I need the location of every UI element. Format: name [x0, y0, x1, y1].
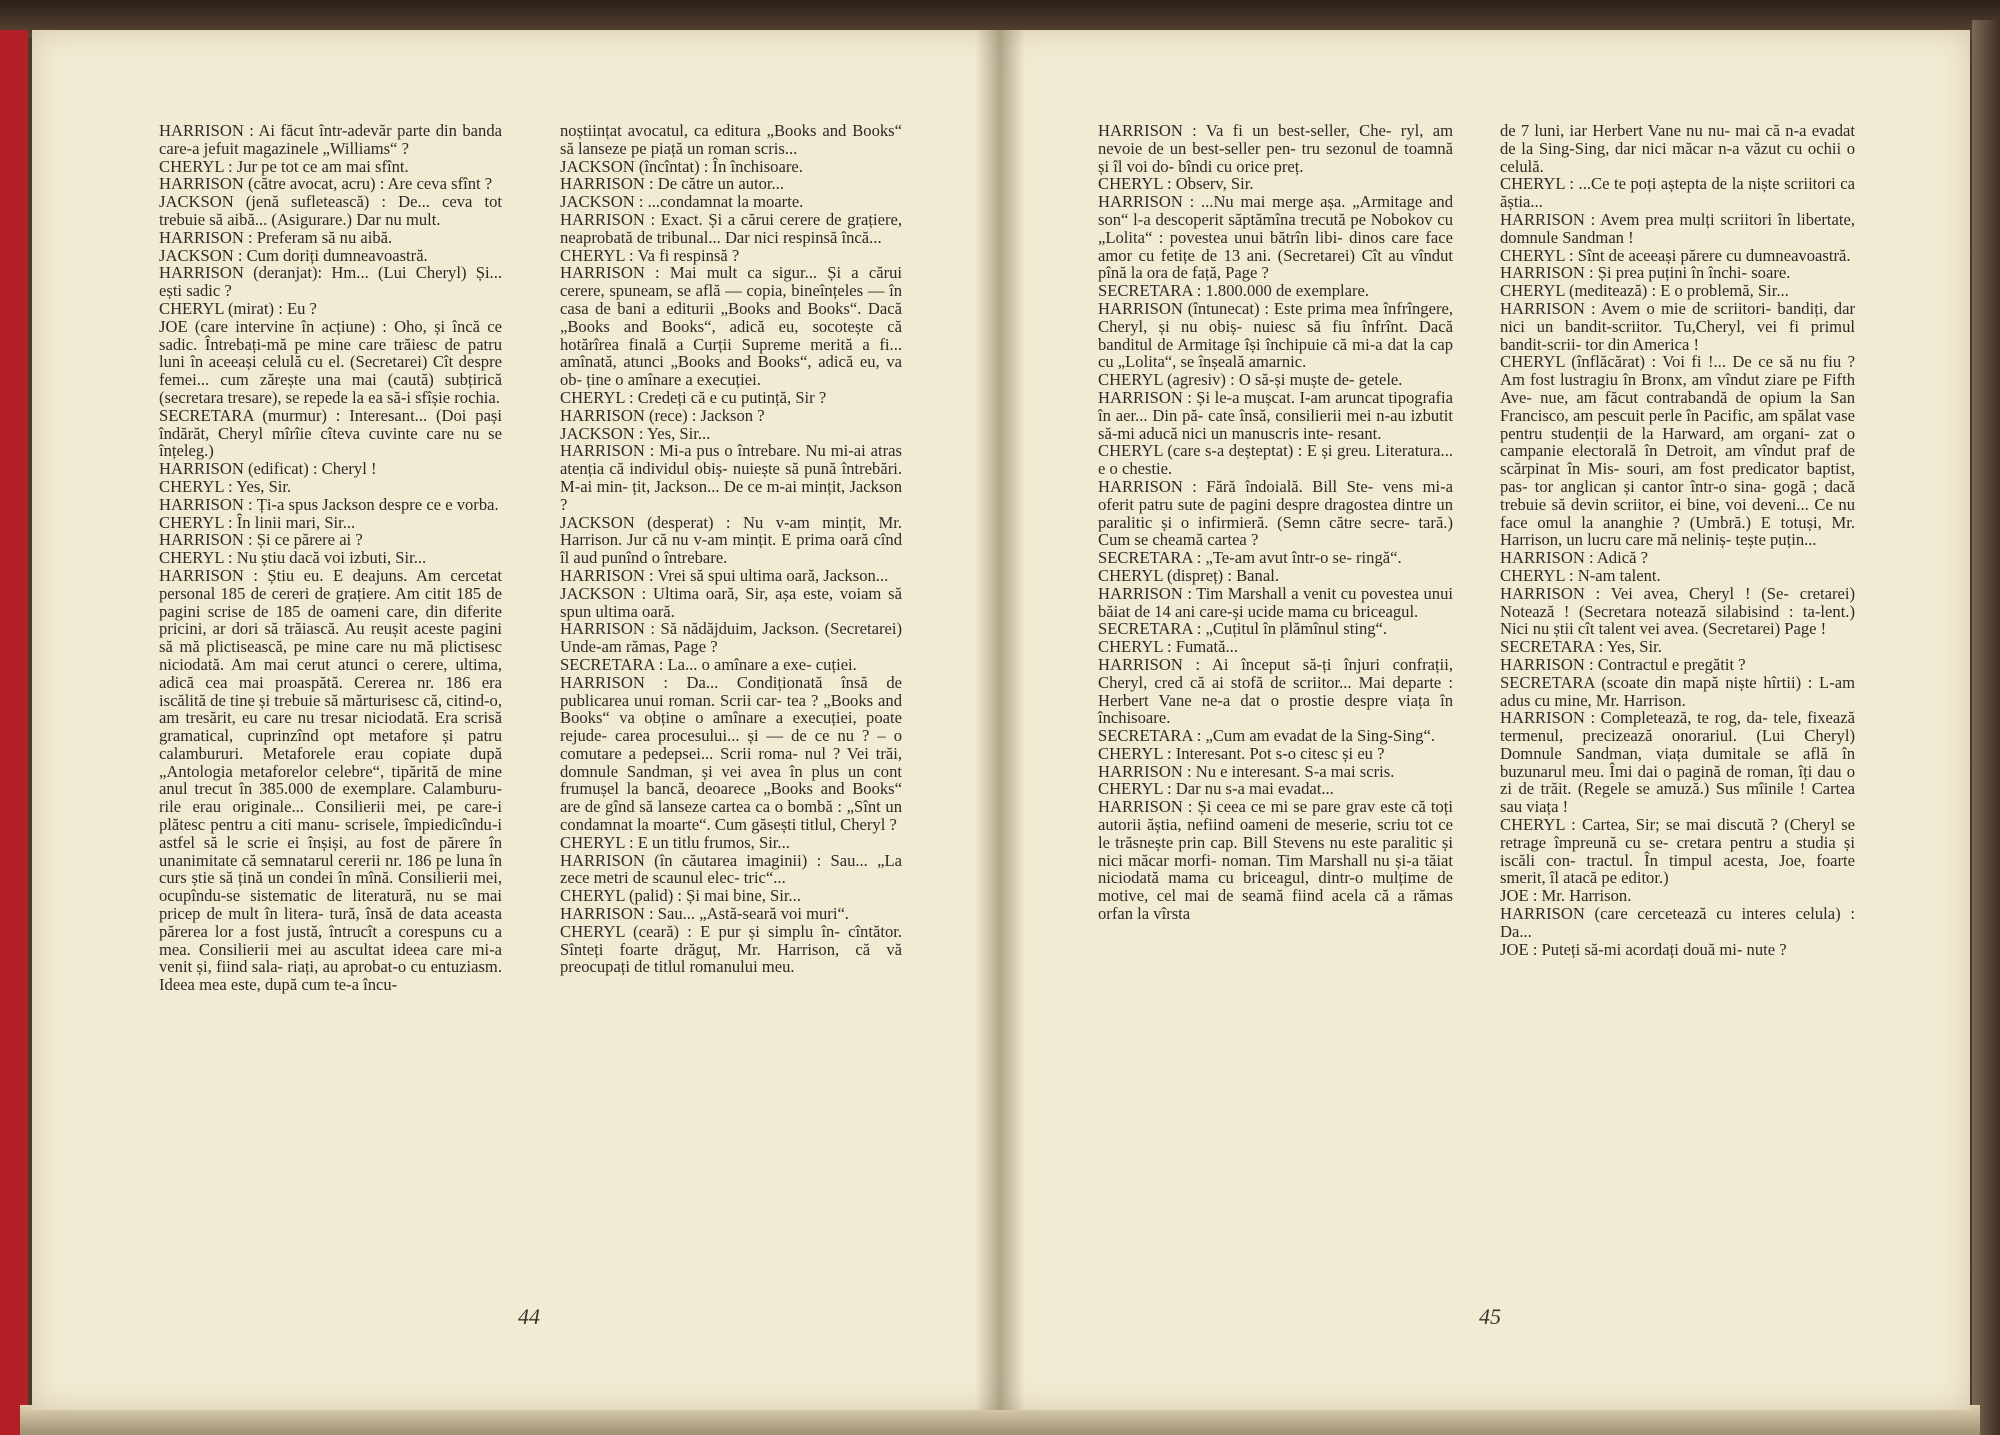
right-page-column-2 — [1500, 122, 1855, 958]
dialogue-paragraph: JOE : Puteți să-mi acordați două mi- nute ? — [1500, 939, 1787, 959]
dialogue-paragraph: HARRISON (rece) : Jackson ? — [560, 405, 765, 425]
dialogue-paragraph: HARRISON : Vei avea, Cheryl ! (Se- cretarei) Notează ! (Secretara notează silabisind : ta-lent.) Nici nu știi cît talent vei avea. (Secretarei) Page ! — [1500, 583, 1855, 639]
dialogue-paragraph: CHERYL : Fumată... — [1098, 637, 1238, 657]
dialogue-paragraph: CHERYL : Nu știu dacă voi izbuti, Sir... — [159, 548, 427, 568]
dialogue-paragraph: CHERYL : Yes, Sir. — [159, 476, 292, 496]
left-page-column-2 — [560, 122, 902, 976]
dialogue-paragraph: CHERYL (agresiv) : O să-și muște de- getele. — [1098, 370, 1403, 390]
dialogue-paragraph: CHERYL : E un titlu frumos, Sir... — [560, 832, 790, 852]
dialogue-paragraph: HARRISON : Nu e interesant. S-a mai scris. — [1098, 761, 1395, 781]
dialogue-paragraph: CHERYL : N-am talent. — [1500, 565, 1661, 585]
dialogue-paragraph: HARRISON : Mi-a pus o întrebare. Nu mi-ai atras atenția că individul obiș- nuiește să pună întrebări. M-ai min- țit, Jackson... De ce m-ai mințit, Jackson ? — [560, 441, 902, 514]
dialogue-paragraph: SECRETARA : „Cuțitul în plămînul sting“. — [1098, 619, 1388, 639]
dialogue-paragraph: HARRISON (edificat) : Cheryl ! — [159, 459, 377, 479]
dialogue-paragraph: CHERYL : Credeți că e cu putință, Sir ? — [560, 387, 827, 407]
dialogue-paragraph: HARRISON : De către un autor... — [560, 174, 784, 194]
dialogue-paragraph: HARRISON : Avem o mie de scriitori- bandiți, dar nici un bandit-scriitor. Tu,Cheryl, vei fi primul bandit-scrii- tor din America ! — [1500, 298, 1855, 354]
dialogue-paragraph: HARRISON : Da... Condiționată însă de publicarea unui roman. Scrii car- tea ? „Books and Books“ va obține o amînare a execuției, poate rejude- carea procesului... și — de ce nu ? – o comutare a pedepsei... Scrii roma- nul ? Vei trăi, domnule Sandman, și vei avea în plus un cont frumușel la bancă, deoarece „Books and Books“ are de gînd să lanseze cartea ca o bombă : „Sînt un condamnat la moarte“. Cum găsești titlul, Cheryl ? — [560, 672, 902, 835]
dialogue-paragraph: noștiințat avocatul, ca editura „Books and Books“ să lanseze pe piață un roman scris... — [560, 121, 902, 158]
dialogue-paragraph: CHERYL (înflăcărat) : Voi fi !... De ce să nu fiu ? Am fost lustragiu în Bronx, am vîndut ziare pe Fifth Ave- nue, am făcut contrabandă de opium la San Francisco, am pescuit perle în Pacific, am spălat vase pentru studenții de la Harward, am organi- zat o campanie electorală în Detroit, am vîndut praf de scărpinat în Mis- souri, am fost predicator baptist, pas- tor anglican și cantor într-o sina- gogă ; dacă trebuie să devin scriitor, ei bine, voi deveni... Ce nu face omul la ananghie ? (Umbră.) E totuși, Mr. Harrison, un lucru care mă neliniș- tește puțin... — [1500, 352, 1855, 550]
book-cover-spine-red — [0, 30, 28, 1435]
dialogue-paragraph: CHERYL (dispreț) : Banal. — [1098, 565, 1279, 585]
dialogue-paragraph: HARRISON : Sau... „Astă-seară voi muri“. — [560, 904, 849, 924]
dialogue-paragraph: SECRETARA : La... o amînare a exe- cuției. — [560, 654, 857, 674]
dialogue-paragraph: HARRISON : Și prea puțini în închi- soare. — [1500, 263, 1791, 283]
dialogue-paragraph: SECRETARA : „Te-am avut într-o se- ringă“. — [1098, 548, 1402, 568]
dialogue-paragraph: HARRISON : ...Nu mai merge așa. „Armitage and son“ l-a descoperit săptămîna trecută pe Nobokov cu „Lolita“ : povestea unui bătrîn libi- dinos care face amor cu fetițe de 13 ani. (Secretarei) Cît au vîndut pînă la ora de față, Page ? — [1098, 192, 1453, 283]
dialogue-paragraph: JACKSON (desperat) : Nu v-am mințit, Mr. Harrison. Jur că nu v-am mințit. E prima oară cînd îl aud punînd o întrebare. — [560, 512, 902, 568]
dialogue-paragraph: HARRISON : Preferam să nu aibă. — [159, 227, 393, 247]
dialogue-paragraph: CHERYL : Observ, Sir. — [1098, 174, 1254, 194]
dialogue-paragraph: HARRISON : Completează, te rog, da- tele, fixează termenul, precizează onorariul. (Lui Cheryl) Domnule Sandman, viața dumitale se află în buzunarul meu. Îmi dai o pagină de roman, îți dau o zi de trăit. (Regele se amuză.) Sus mîinile ! Cartea sau viața ! — [1500, 708, 1855, 817]
dialogue-paragraph: HARRISON (întunecat) : Este prima mea înfrîngere, Cheryl, și nu obiș- nuiesc să fiu înfrînt. Dacă banditul de Armitage își închipuie că mi-a dat la cap cu „Lolita“, se înșeală amarnic. — [1098, 298, 1453, 372]
page-number-left: 44 — [518, 1304, 540, 1329]
dialogue-paragraph: HARRISON : Tim Marshall a venit cu povestea unui băiat de 14 ani care-și ucide mama cu briceagul. — [1098, 583, 1453, 621]
dialogue-paragraph: JACKSON : Cum doriți dumneavoastră. — [159, 245, 428, 265]
right-page-column-1 — [1098, 122, 1453, 923]
dialogue-paragraph: CHERYL : Jur pe tot ce am mai sfînt. — [159, 156, 409, 176]
dialogue-paragraph: CHERYL (ceară) : E pur și simplu în- cîntător. Sînteți foarte drăguț, Mr. Harrison, că vă preocupați de titlul romanului meu. — [560, 921, 902, 977]
dialogue-paragraph: HARRISON : Adică ? — [1500, 548, 1648, 568]
dialogue-paragraph: JACKSON (încîntat) : În închisoare. — [560, 156, 803, 176]
dialogue-paragraph: HARRISON : Ți-a spus Jackson despre ce e vorba. — [159, 494, 499, 514]
dialogue-paragraph: HARRISON (care cercetează cu interes celula) : Da... — [1500, 904, 1855, 941]
dialogue-paragraph: JOE (care intervine în acțiune) : Oho, și încă ce sadic. Întrebați-mă pe mine care trăiesc de patru luni în aceeași celulă cu el. (Secretarei) Cît despre femei... cum zărește una mai (caută) subțirică (secretara tresare), se repede la ea să-i sfîșie rochia. — [159, 316, 502, 407]
dialogue-paragraph: CHERYL : ...Ce te poți aștepta de la niște scriitori ca ăștia... — [1500, 174, 1855, 212]
dialogue-paragraph: JACKSON : Ultima oară, Sir, așa este, voiam să spun ultima oară. — [560, 583, 902, 621]
dialogue-paragraph: de 7 luni, iar Herbert Vane nu nu- mai că n-a evadat de la Sing-Sing, dar nici măcar n-a văzut cu ochii o celulă. — [1500, 121, 1855, 176]
dialogue-paragraph: CHERYL : Dar nu s-a mai evadat... — [1098, 779, 1334, 799]
dialogue-paragraph: HARRISON : Fără îndoială. Bill Ste- vens mi-a oferit patru sute de pagini despre dragostea dintre un paralitic și o infirmieră. (Semn către secre- tară.) Cum se cheamă cartea ? — [1098, 476, 1453, 550]
dialogue-paragraph: HARRISON : Știu eu. E deajuns. Am cercetat personal 185 de cereri de grațiere. Am citit 185 de pagini scrise de 185 de oameni care, din diferite pricini, ar dori să trăiască. Au reușit aceste pagini să mă plictisească, pe mine care nu mă plictisesc niciodată. Am mai cerut atunci o cerere, ultima, adică cea mai proaspătă. Cererea nr. 186 era iscălită de tine și trebuie să mărturisesc că, citind-o, am tresărit, eu care nu tresar niciodată. Era scrisă gramatical, cuprinzînd opt metafore și patru calambururi. Metaforele erau copiate după „Antologia metaforelor celebre“, tipărită de mine anul trecut în 385.000 de exemplare. Calamburu- rile erau originale... Consilierii mei, pe care-i plătesc pentru a citi manu- scrisele, împiedicîndu-i astfel să le scrie ei înșiși, au fost de părere în unanimitate că semnatarul cererii nr. 186 pe luna în curs știe să țină un condei în mînă. Consilierii mei, ocupîndu-se sistematic de literatură, nu se mai pricep de mult în litera- tură, însă de data aceasta părerea lor a fost justă, întrucît a corespuns cu a mea. Consilierii mei au ascultat ideea care mi-a venit și, fiind sala- riați, au aprobat-o cu entuziasm. Ideea mea este, după cum te-a încu- — [159, 565, 502, 995]
dialogue-paragraph: HARRISON : Exact. Și a cărui cerere de grațiere, neaprobată de tribunal... Dar nici respinsă încă... — [560, 209, 902, 247]
dialogue-paragraph: HARRISON : Și le-a mușcat. I-am aruncat tipografia în aer... Din pă- cate însă, consilierii mei n-au izbutit să-mi aducă nici un manuscris inte- resant. — [1098, 387, 1453, 443]
dialogue-paragraph: HARRISON : Și ce părere ai ? — [159, 530, 363, 550]
book-cover-right — [1972, 20, 2000, 1435]
dialogue-paragraph: CHERYL : Sînt de aceeași părere cu dumneavoastră. — [1500, 245, 1851, 265]
dialogue-paragraph: CHERYL : Cartea, Sir; se mai discută ? (Cheryl se retrage împreună cu se- cretara pentru a studia și iscăli con- tractul. În timpul acesta, Joe, foarte smerit, îl atacă pe editor.) — [1500, 815, 1855, 888]
dialogue-paragraph: HARRISON : Avem prea mulți scriitori în libertate, domnule Sandman ! — [1500, 209, 1855, 247]
left-page-column-1 — [159, 122, 502, 994]
dialogue-paragraph: SECRETARA : Yes, Sir. — [1500, 637, 1662, 657]
dialogue-paragraph: CHERYL (care s-a deșteptat) : E și greu. Literatura... e o chestie. — [1098, 441, 1453, 479]
dialogue-paragraph: CHERYL : Va fi respinsă ? — [560, 245, 740, 265]
dialogue-paragraph: SECRETARA : 1.800.000 de exemplare. — [1098, 281, 1370, 301]
dialogue-paragraph: HARRISON : Contractul e pregătit ? — [1500, 654, 1746, 674]
dialogue-paragraph: HARRISON : Va fi un best-seller, Che- ryl, am nevoie de un best-seller pen- tru sezonul de toamnă și îl voi do- bîndi cu orice preț. — [1098, 121, 1453, 176]
dialogue-paragraph: CHERYL : În linii mari, Sir... — [159, 512, 356, 532]
dialogue-paragraph: SECRETARA (scoate din mapă niște hîrtii) : L-am adus cu mine, Mr. Harrison. — [1500, 672, 1855, 710]
dialogue-paragraph: HARRISON : Mai mult ca sigur... Și a cărui cerere, spuneam, se află — copia, bineînțeles — în casa de bani a editurii „Books and Books“. Dacă „Books and Books“, adică eu, socotește că hotărîrea finală a Curții Supreme merită a fi... amînată, atunci „Books and Books“, adică eu, va ob- ține o amînare a execuției. — [560, 263, 902, 390]
dialogue-paragraph: CHERYL : Interesant. Pot s-o citesc și eu ? — [1098, 743, 1385, 763]
dialogue-paragraph: SECRETARA : „Cum am evadat de la Sing-Sing“. — [1098, 726, 1435, 746]
book-gutter — [975, 30, 1025, 1410]
dialogue-paragraph: CHERYL (mirat) : Eu ? — [159, 298, 317, 318]
dialogue-paragraph: JOE : Mr. Harrison. — [1500, 886, 1632, 906]
dialogue-paragraph: JACKSON (jenă sufletească) : De... ceva tot trebuie să aibă... (Asigurare.) Dar nu mult. — [159, 192, 502, 229]
page-number-right: 45 — [1479, 1304, 1501, 1329]
dialogue-paragraph: HARRISON (în căutarea imaginii) : Sau... „La zece metri de scaunul elec- tric“... — [560, 850, 902, 888]
dialogue-paragraph: JACKSON : Yes, Sir... — [560, 423, 711, 443]
dialogue-paragraph: HARRISON (deranjat): Hm... (Lui Cheryl) Și... ești sadic ? — [159, 263, 502, 301]
dialogue-paragraph: HARRISON (către avocat, acru) : Are ceva sfînt ? — [159, 174, 493, 194]
dialogue-paragraph: JACKSON : ...condamnat la moarte. — [560, 192, 804, 212]
dialogue-paragraph: HARRISON : Și ceea ce mi se pare grav este că toți autorii ăștia, nefiind oameni de meserie, scriu tot ce le trăsnește prin cap. Bill Stevens nu este paralitic și nici măcar morfi- noman. Tim Marshall nu și-a tăiat niciodată mama cu briceagul, dintr-o mulțime de motive, cel mai de seamă fiind acela că a rămas orfan la vîrsta — [1098, 797, 1453, 924]
dialogue-paragraph: CHERYL (palid) : Și mai bine, Sir... — [560, 886, 801, 906]
dialogue-paragraph: SECRETARA (murmur) : Interesant... (Doi pași îndărăt, Cheryl mîrîie cîteva cuvinte care nu se înțeleg.) — [159, 405, 502, 461]
dialogue-paragraph: CHERYL (meditează) : E o problemă, Sir... — [1500, 281, 1789, 301]
dialogue-paragraph: HARRISON : Ai început să-ți înjuri confrații, Cheryl, cred că ai stofă de scriitor... Mai departe : Herbert Vane ne-a dat o prostie despre viața în închisoare. — [1098, 654, 1453, 728]
dialogue-paragraph: HARRISON : Să nădăjduim, Jackson. (Secretarei) Unde-am rămas, Page ? — [560, 619, 902, 657]
dialogue-paragraph: HARRISON : Ai făcut într-adevăr parte din banda care-a jefuit magazinele „Williams“ ? — [159, 121, 502, 158]
dialogue-paragraph: HARRISON : Vrei să spui ultima oară, Jackson... — [560, 565, 889, 585]
